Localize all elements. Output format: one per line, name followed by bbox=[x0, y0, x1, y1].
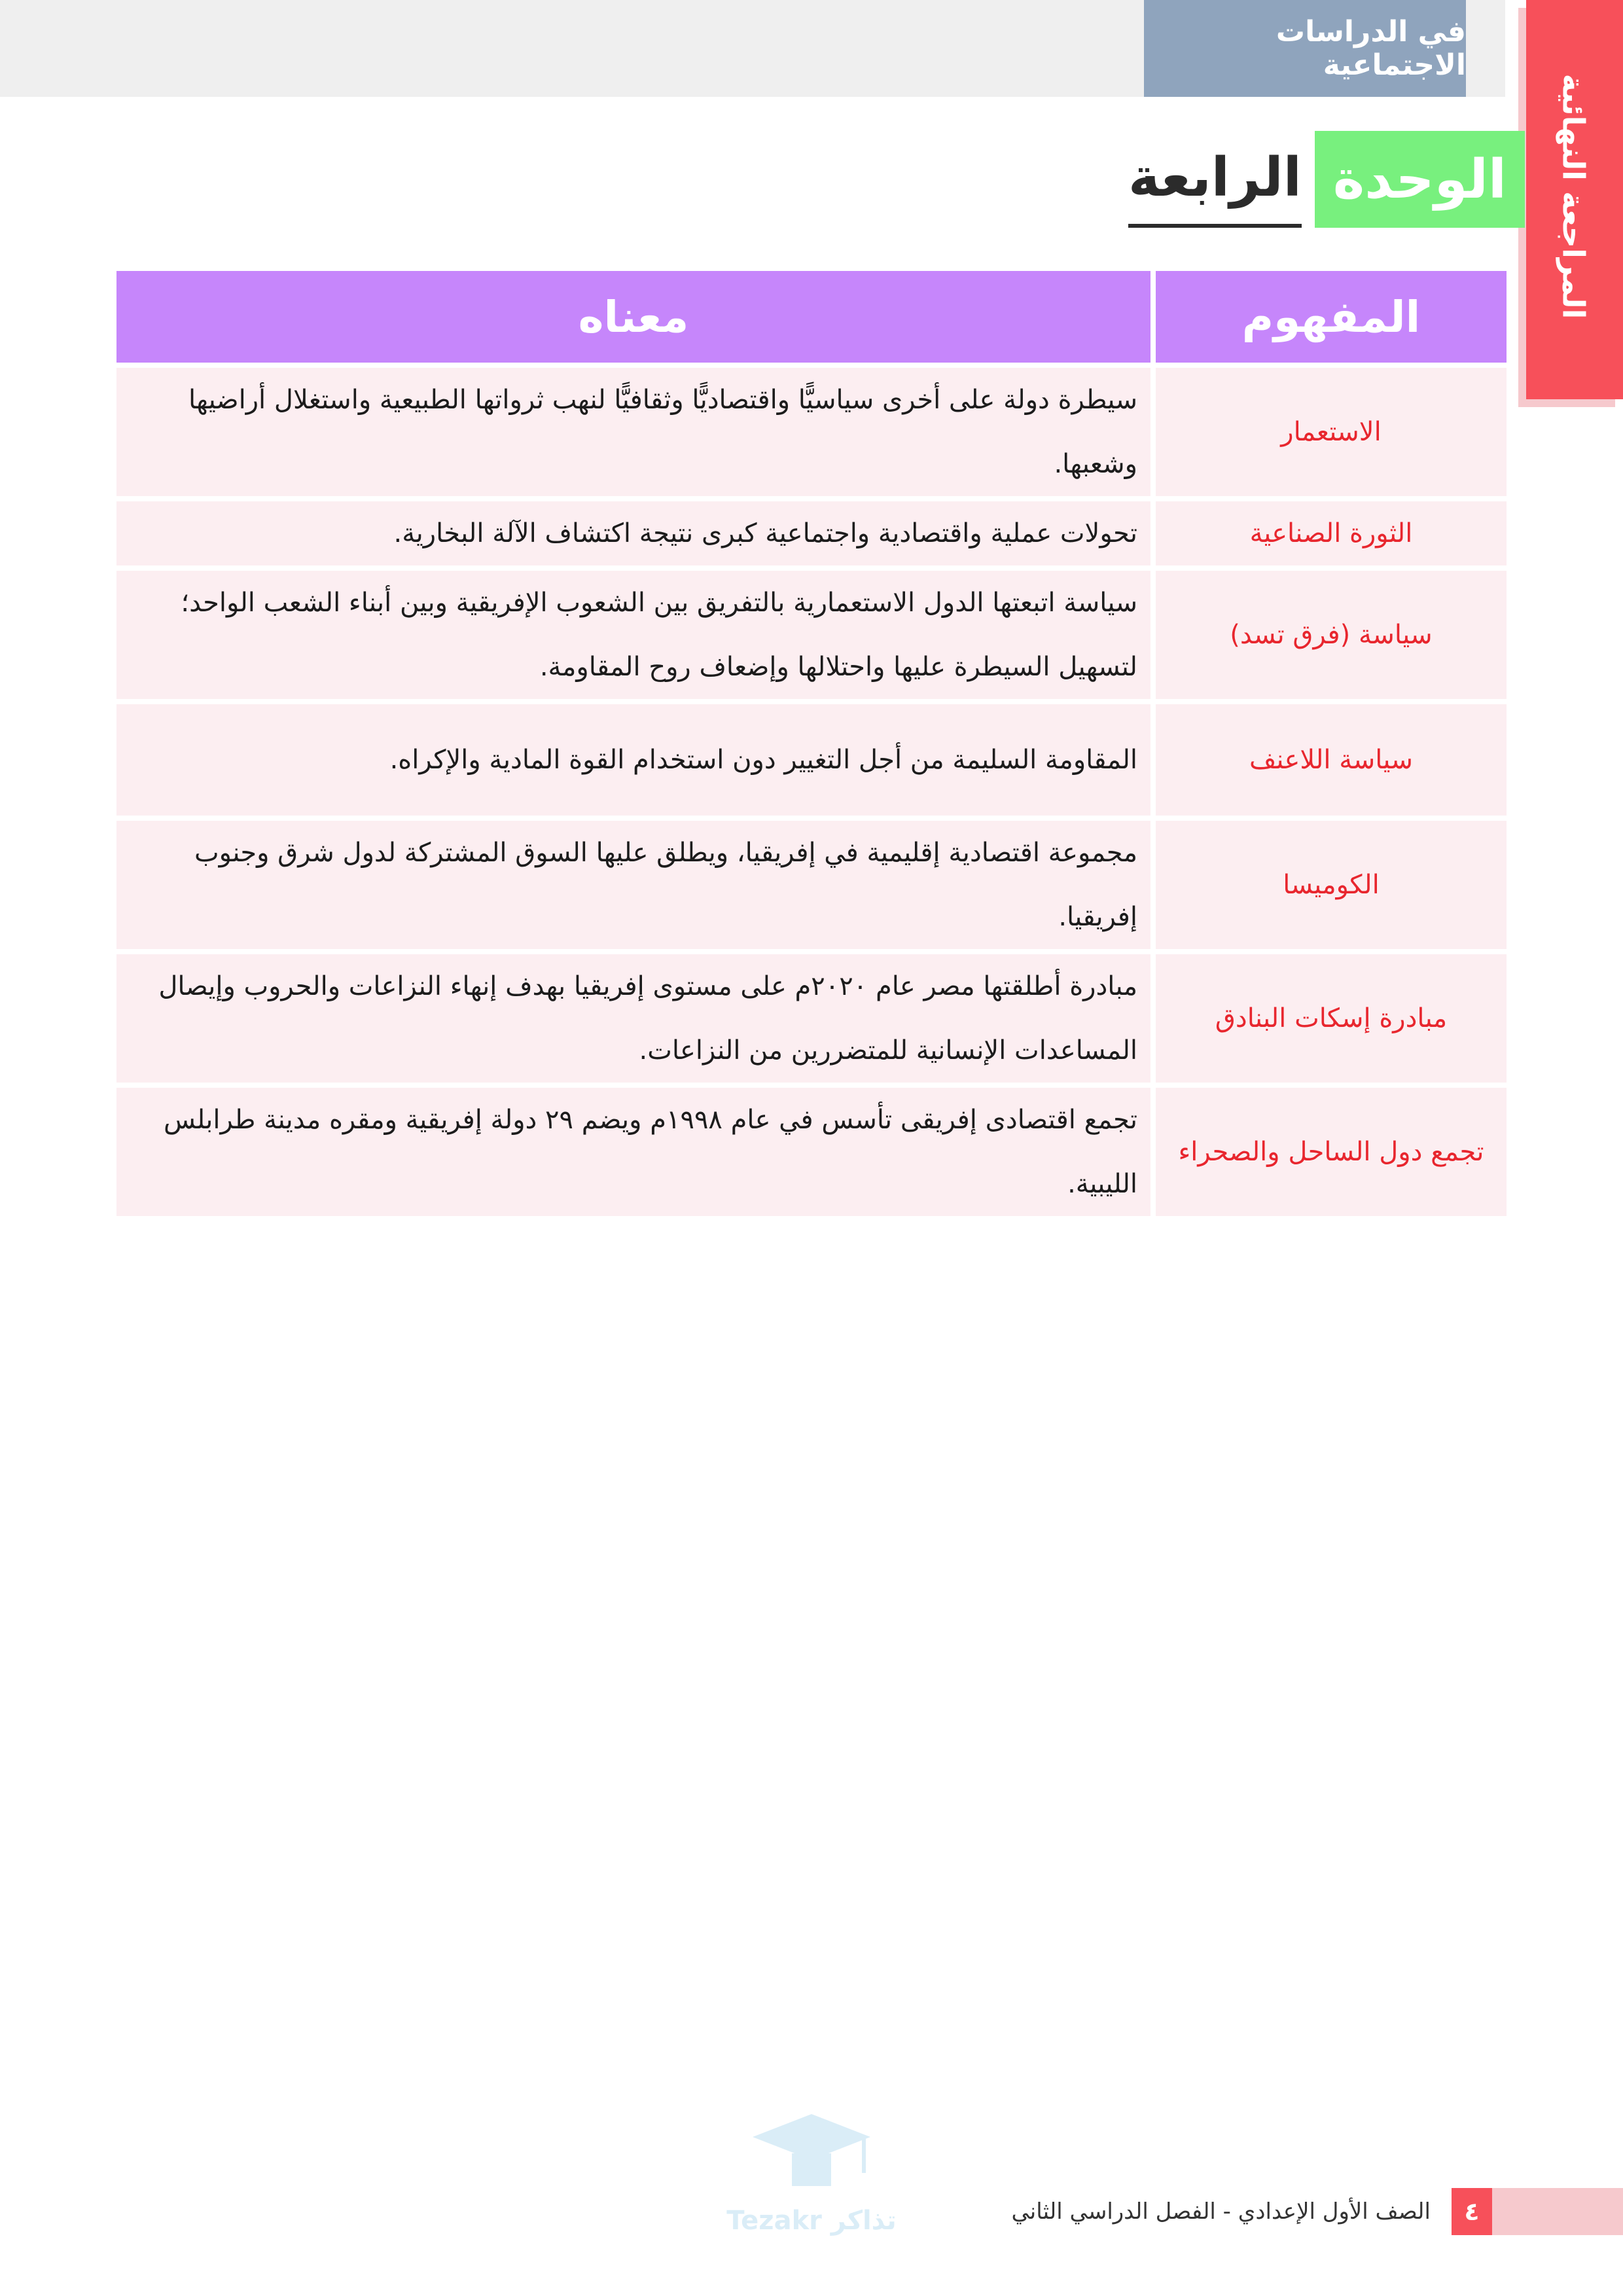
term-cell: الاستعمار bbox=[1156, 368, 1507, 496]
table-row bbox=[116, 954, 1507, 1083]
footer-text: الصف الأول الإعدادي - الفصل الدراسي الثاني bbox=[1011, 2198, 1431, 2225]
table-row bbox=[116, 704, 1507, 816]
subject-label: في الدراسات الاجتماعية bbox=[1275, 15, 1466, 82]
table-row bbox=[116, 1088, 1507, 1216]
meaning-cell: سيطرة دولة على أخرى سياسيًّا واقتصاديًّا وثقافيًّا لنهب ثرواتها الطبيعية واستغلال أراضيها وشعبها. bbox=[116, 368, 1150, 496]
column-header-meaning: معناه bbox=[116, 271, 1150, 363]
term-cell: مبادرة إسكات البنادق bbox=[1156, 954, 1507, 1083]
unit-title bbox=[1128, 131, 1525, 228]
unit-number: الرابعة bbox=[1128, 131, 1302, 228]
subject-label-box bbox=[1144, 0, 1466, 97]
meaning-cell: مبادرة أطلقتها مصر عام ٢٠٢٠م على مستوى إفريقيا بهدف إنهاء النزاعات والحروب وإيصال المساعدات الإنسانية للمتضررين من النزاعات. bbox=[116, 954, 1150, 1083]
column-header-term: المفهوم bbox=[1156, 271, 1507, 363]
table-row bbox=[116, 571, 1507, 699]
meaning-cell: المقاومة السليمة من أجل التغيير دون استخدام القوة المادية والإكراه. bbox=[116, 704, 1150, 816]
meaning-cell: سياسة اتبعتها الدول الاستعمارية بالتفريق بين الشعوب الإفريقية وبين أبناء الشعب الواحد؛ لتسهيل السيطرة عليها واحتلالها وإضعاف روح المقاومة. bbox=[116, 571, 1150, 699]
unit-word: الوحدة bbox=[1315, 131, 1525, 228]
table-row bbox=[116, 821, 1507, 949]
meaning-cell: تجمع اقتصادى إفريقى تأسس في عام ١٩٩٨م ويضم ٢٩ دولة إفريقية ومقره مدينة طرابلس الليبية. bbox=[116, 1088, 1150, 1216]
table-row bbox=[116, 501, 1507, 565]
term-cell: سياسة (فرق تسد) bbox=[1156, 571, 1507, 699]
watermark-logo bbox=[707, 2108, 916, 2251]
series-label: المراجعة النهائية bbox=[1555, 73, 1591, 319]
glossary-table bbox=[111, 266, 1512, 1221]
table-row bbox=[116, 368, 1507, 496]
term-cell: الثورة الصناعية bbox=[1156, 501, 1507, 565]
meaning-cell: تحولات عملية واقتصادية واجتماعية كبرى نتيجة اكتشاف الآلة البخارية. bbox=[116, 501, 1150, 565]
table-header-row bbox=[116, 271, 1507, 363]
graduation-cap-icon bbox=[707, 2108, 916, 2206]
series-side-tab-text-wrap bbox=[1537, 59, 1609, 334]
term-cell: سياسة اللاعنف bbox=[1156, 704, 1507, 816]
term-cell: تجمع دول الساحل والصحراء bbox=[1156, 1088, 1507, 1216]
page-number: ٤ bbox=[1452, 2188, 1492, 2235]
meaning-cell: مجموعة اقتصادية إقليمية في إفريقيا، ويطلق عليها السوق المشتركة لدول شرق وجنوب إفريقيا. bbox=[116, 821, 1150, 949]
watermark-text: Tezakr تذاكر bbox=[726, 2206, 897, 2236]
footer-band bbox=[1492, 2188, 1623, 2235]
term-cell: الكوميسا bbox=[1156, 821, 1507, 949]
